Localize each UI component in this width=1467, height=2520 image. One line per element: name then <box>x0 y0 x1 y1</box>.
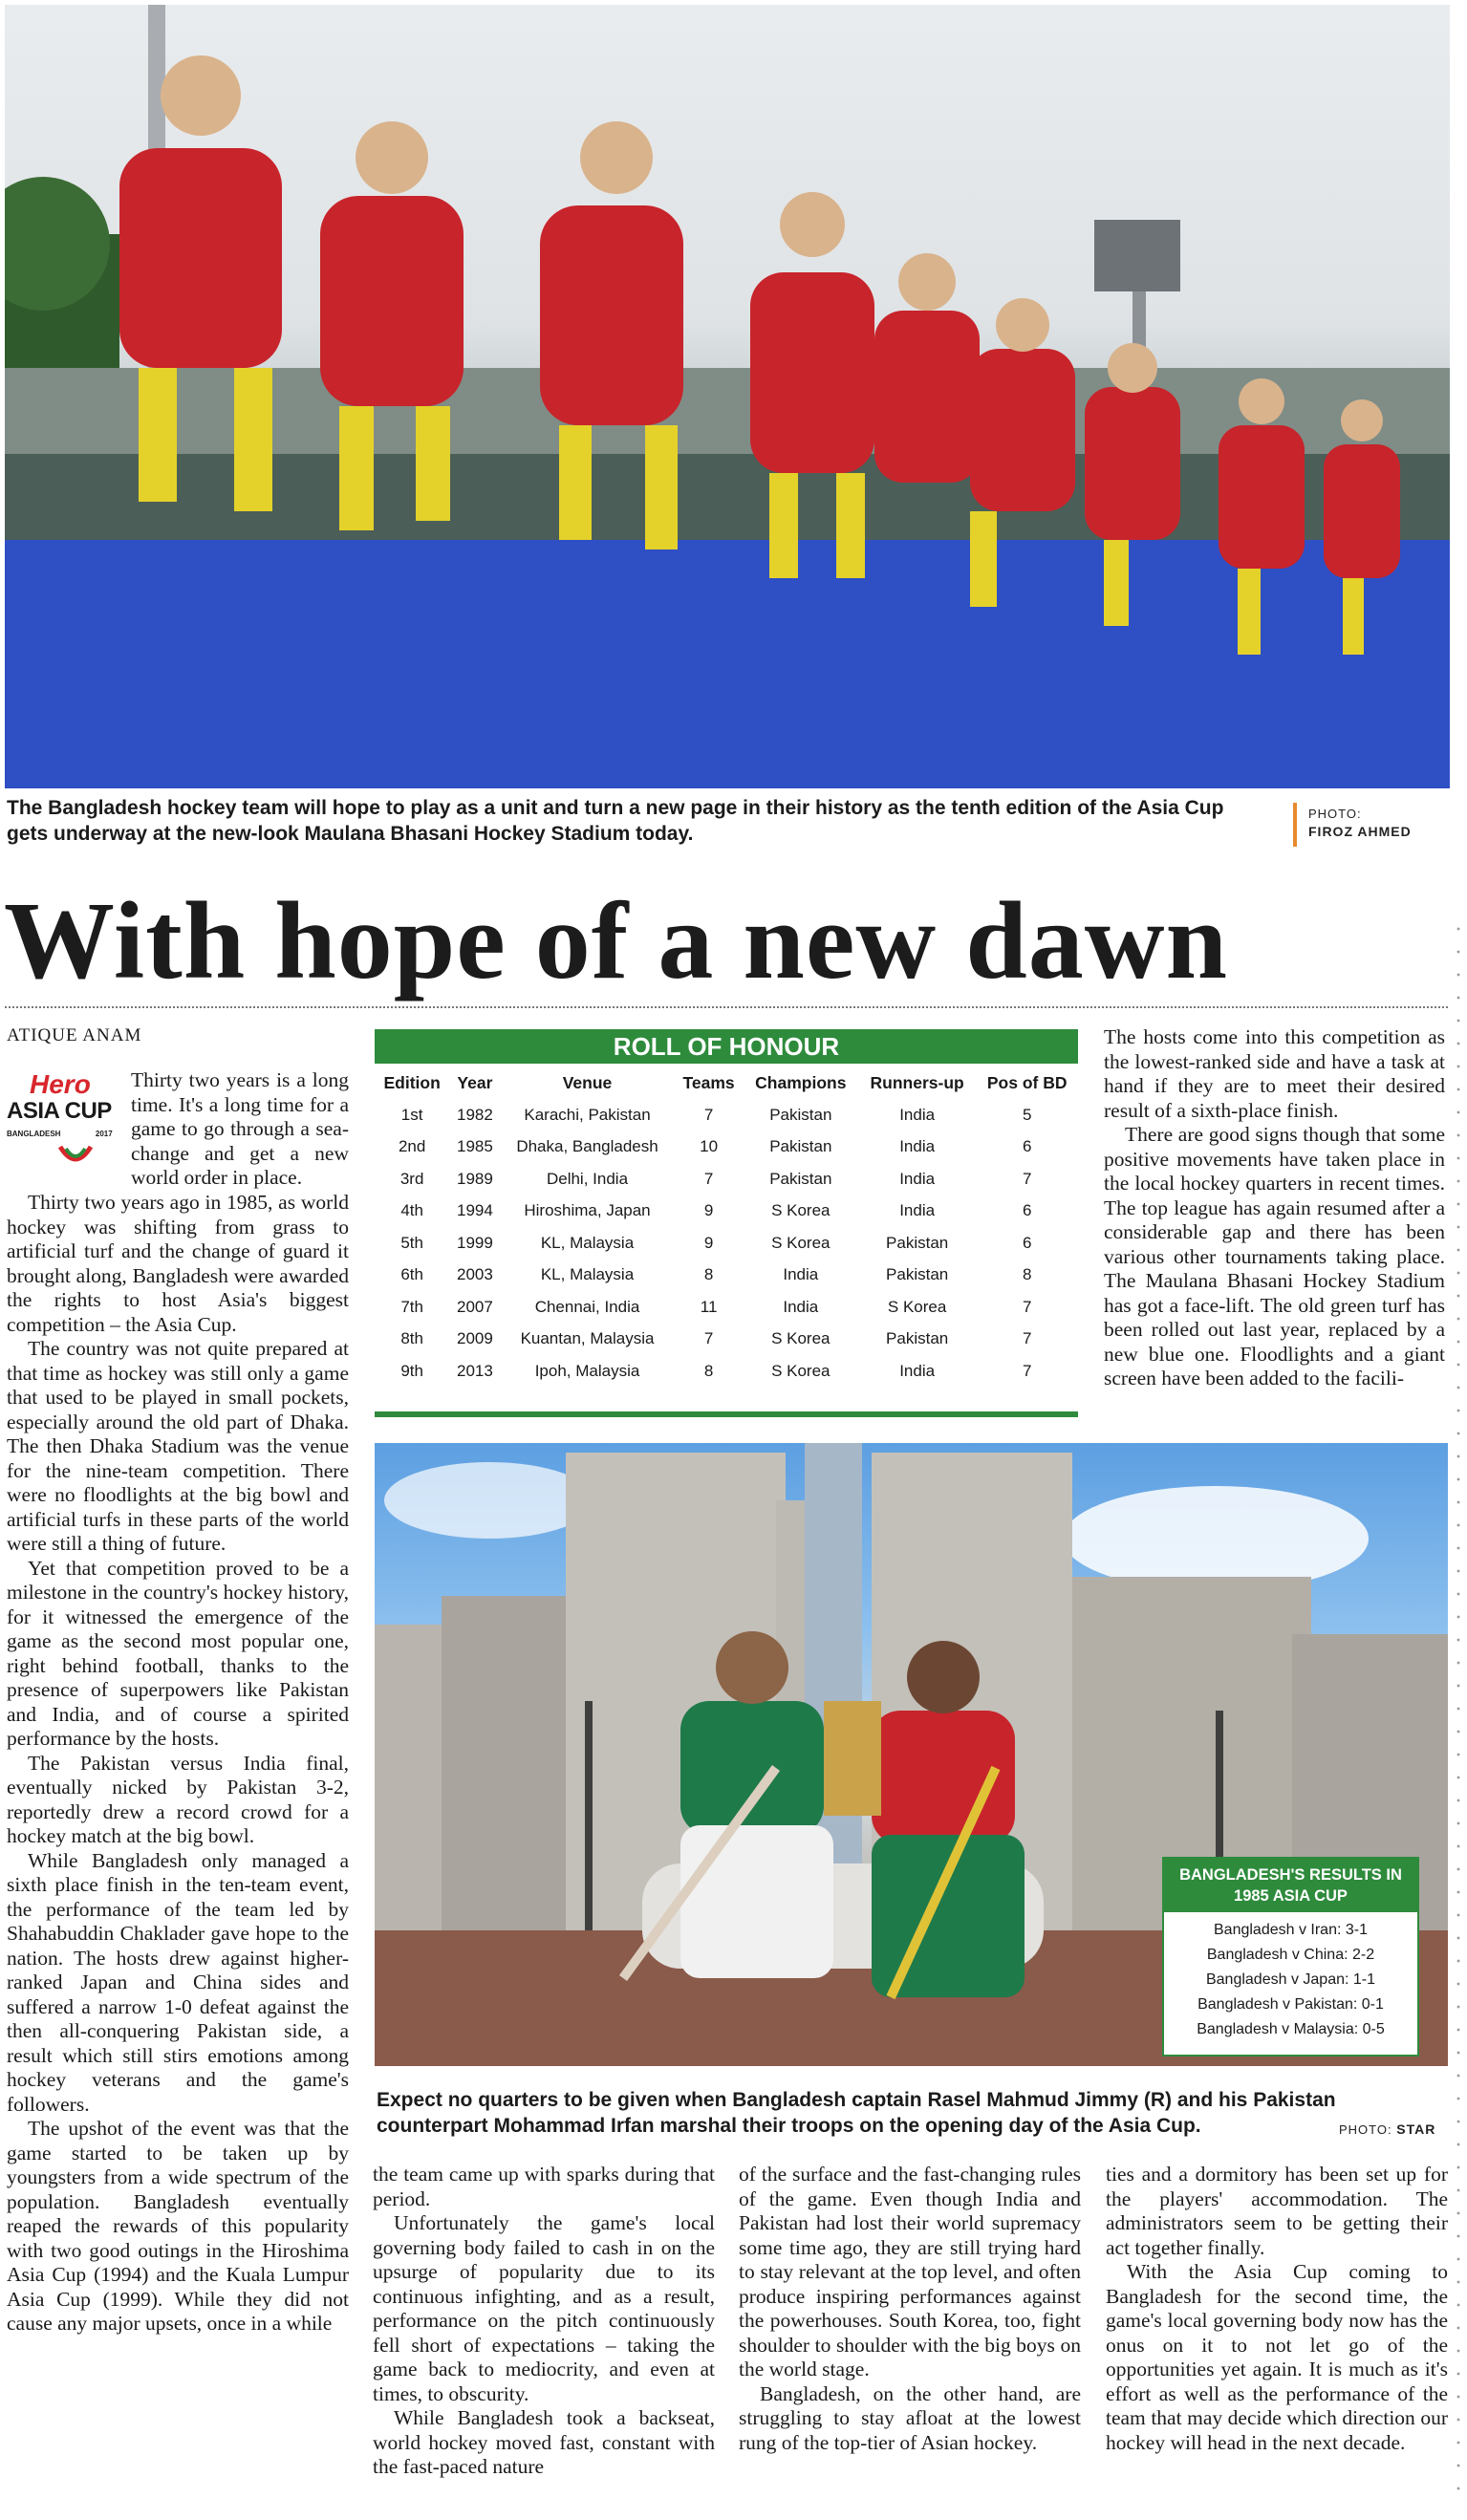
credit-label: PHOTO: <box>1308 807 1362 821</box>
paragraph: ties and a dormitory has been set up for the players' accommodation. The administrators seem to be getting their act together finally. <box>1106 2163 1448 2259</box>
logo-swoosh-icon <box>56 1143 95 1168</box>
roll-of-honour-body <box>375 1099 1078 1388</box>
roll-of-honour-title: ROLL OF HONOUR <box>375 1029 1078 1064</box>
table-cell: 7 <box>703 1329 714 1348</box>
article-column-1 <box>7 1191 349 2337</box>
table-cell: Ipoh, Malaysia <box>534 1361 640 1380</box>
roll-of-honour-table <box>375 1029 1078 1417</box>
table-cell: 7 <box>1022 1297 1032 1316</box>
table-cell: Pakistan <box>886 1265 949 1284</box>
photo-credit-divider <box>1293 803 1297 847</box>
table-cell: 6th <box>400 1265 423 1284</box>
table-cell: Pakistan <box>769 1105 832 1124</box>
paragraph: of the surface and the fast-changing rules of the game. Even though India and Pakistan had lost their world supremacy some time ago, they are still trying hard to stay relevant at the top level, and often produce inspiring performances against the powerhouses. South Korea, too, fight shoulder to shoulder with the big boys on the world stage. <box>739 2163 1081 2380</box>
table-cell: India <box>899 1361 936 1380</box>
column-header: Edition <box>383 1073 441 1092</box>
result-item: Bangladesh v Pakistan: 0-1 <box>1197 1996 1384 2013</box>
paragraph: The hosts come into this competition as the lowest-ranked side and have a task at hand if they are to meet their desired result of a sixth-place finish. <box>1104 1025 1445 1122</box>
paragraph: The upshot of the event was that the game started to be taken up by youngsters from a wide spectrum of the population. Bangladesh eventually reaped the rewards of this popularity with two good outings in the Hiroshima Asia Cup (1994) and the Kuala Lumpur Asia Cup (1999). While they did not cause any major upsets, once in a while <box>7 2117 349 2335</box>
table-cell: 1989 <box>457 1169 493 1188</box>
table-cell: Hiroshima, Japan <box>524 1201 651 1220</box>
result-item: Bangladesh v Malaysia: 0-5 <box>1197 2021 1385 2037</box>
table-cell: 8 <box>703 1361 714 1380</box>
table-cell: India <box>899 1201 936 1220</box>
table-cell: S Korea <box>887 1297 947 1316</box>
logo-year: 2017 <box>95 1130 113 1138</box>
table-cell: India <box>783 1265 819 1284</box>
table-cell: 9 <box>703 1201 714 1220</box>
table-cell: 7 <box>1022 1169 1032 1188</box>
table-cell: Pakistan <box>769 1169 832 1188</box>
paragraph: While Bangladesh only managed a sixth place finish in the ten-team event, the performance of the team led by Shahabuddin Chaklader gave hope to the nation. The hosts drew against higher-ranked Japan and China sides and suffered a narrow 1-0 defeat against the then all-conquering Pakistan side, a result which still stirs emotions among hockey veterans and the game's followers. <box>7 1848 349 2116</box>
paragraph: The Pakistan versus India final, eventually nicked by Pakistan 3-2, reportedly drew a record crowd for a hockey match at the big bowl. <box>7 1751 349 1847</box>
table-row <box>375 1099 1078 1131</box>
table-cell: Pakistan <box>886 1233 949 1252</box>
table-cell: 5 <box>1022 1105 1032 1124</box>
table-cell: 1982 <box>457 1105 493 1124</box>
table-cell: 5th <box>400 1233 423 1252</box>
table-cell: Dhaka, Bangladesh <box>516 1137 658 1156</box>
table-cell: 1994 <box>457 1201 493 1220</box>
top-photo-credit <box>1308 805 1412 841</box>
table-cell: 2007 <box>457 1297 493 1316</box>
table-cell: 2013 <box>457 1361 493 1380</box>
table-cell: 1st <box>400 1105 423 1124</box>
column-header: Year <box>457 1073 493 1092</box>
table-cell: Delhi, India <box>546 1169 629 1188</box>
paragraph: Thirty two years ago in 1985, as world hockey was shifting from grass to artificial turf and the change of guard it brought along, Bangladesh were awarded the rights to host Asia's biggest competition – the Asia Cup. <box>7 1191 349 1336</box>
table-cell: KL, Malaysia <box>540 1265 635 1284</box>
column-header: Teams <box>682 1073 735 1092</box>
hockey-team-running-image <box>5 5 1450 788</box>
table-cell: Kuantan, Malaysia <box>520 1329 655 1348</box>
dotted-rule <box>5 1006 1448 1008</box>
table-row <box>375 1227 1078 1260</box>
table-cell: 9th <box>400 1361 423 1380</box>
table-cell: 8th <box>400 1329 423 1348</box>
table-cell: 6 <box>1022 1233 1032 1252</box>
paragraph: Unfortunately the game's local governing body failed to cash in on the upsurge of popularity due to its continuous infighting, and as a result, performance on the pitch continuously fell short of expectations – taking the game back to mediocrity, and even at times, to obscurity. <box>373 2211 715 2405</box>
table-cell: 8 <box>703 1265 714 1284</box>
intro-paragraph: Thirty two years is a long time. It's a long time for a game to go through a sea-change and get a new world order in place. <box>131 1068 349 1189</box>
paragraph: the team came up with sparks during that period. <box>373 2163 715 2210</box>
column-header: Runners-up <box>870 1073 964 1092</box>
result-item: Bangladesh v Japan: 1-1 <box>1205 1971 1375 1988</box>
results-list <box>1164 1912 1417 2046</box>
table-cell: 3rd <box>399 1169 424 1188</box>
table-cell: Chennai, India <box>534 1297 640 1316</box>
table-cell: 6 <box>1022 1201 1032 1220</box>
table-cell: 10 <box>700 1137 719 1156</box>
table-row <box>375 1195 1078 1228</box>
result-item: Bangladesh v Iran: 3-1 <box>1214 1922 1368 1938</box>
table-cell: 7th <box>400 1297 423 1316</box>
logo-country: BANGLADESH <box>7 1130 61 1138</box>
table-cell: 4th <box>400 1201 423 1220</box>
table-cell: S Korea <box>771 1233 831 1252</box>
paragraph: Yet that competition proved to be a milestone in the country's hockey history, for it witnessed the emergence of the game as the second most popular one, right behind football, thanks to the presence of superpowers like Pakistan and India, and of course a spirited performance by the hosts. <box>7 1556 349 1750</box>
table-cell: 1985 <box>457 1137 493 1156</box>
table-cell: KL, Malaysia <box>540 1233 635 1252</box>
article-column-4-top <box>1104 1025 1445 1391</box>
credit-label: PHOTO: <box>1339 2122 1392 2137</box>
article-column-4-bottom <box>1106 2163 1448 2455</box>
table-cell: 6 <box>1022 1137 1032 1156</box>
table-cell: Pakistan <box>769 1137 832 1156</box>
credit-name: STAR <box>1396 2122 1436 2137</box>
top-photo <box>5 5 1450 788</box>
table-row <box>375 1355 1078 1388</box>
table-cell: S Korea <box>771 1201 831 1220</box>
headline: With hope of a new dawn <box>4 880 1228 1002</box>
table-cell: Karachi, Pakistan <box>524 1105 651 1124</box>
hero-asia-cup-logo <box>7 1070 119 1166</box>
paragraph: Bangladesh, on the other hand, are struggling to stay afloat at the lowest rung of the top-tier of Asian hockey. <box>739 2381 1081 2454</box>
table-cell: 2009 <box>457 1329 493 1348</box>
article-column-1-intro <box>131 1068 349 1191</box>
column-header: Pos of BD <box>986 1073 1068 1092</box>
bangladesh-1985-results-box <box>1162 1857 1419 2057</box>
table-cell: 11 <box>700 1297 718 1316</box>
table-cell: 2003 <box>457 1265 493 1284</box>
paragraph: There are good signs though that some positive movements have taken place in the local hockey quarters in recent times. The top league has again resumed after a considerable gap and there has been various other tournaments taking place. The Maulana Bhasani Hockey Stadium has got a face-lift. The old green turf has been rolled out last year, replaced by a new blue one. Floodlights and a giant screen have been added to the facili- <box>1104 1123 1445 1389</box>
table-cell: S Korea <box>771 1361 831 1380</box>
middle-photo-credit <box>1339 2122 1435 2137</box>
article-column-3 <box>739 2163 1081 2455</box>
table-row <box>375 1131 1078 1164</box>
logo-event: ASIA CUP <box>7 1098 112 1124</box>
roll-of-honour-grid <box>375 1064 1078 1388</box>
results-title: BANGLADESH'S RESULTS IN 1985 ASIA CUP <box>1164 1859 1417 1912</box>
table-cell: 7 <box>703 1169 714 1188</box>
table-cell: 7 <box>1022 1329 1032 1348</box>
article-column-2 <box>373 2163 715 2480</box>
credit-name: FIROZ AHMED <box>1308 824 1412 839</box>
table-row <box>375 1324 1078 1356</box>
table-cell: 2nd <box>398 1137 426 1156</box>
paragraph: With the Asia Cup coming to Bangladesh for the second time, the game's local governing body now has the onus on it to not let go of the opportunities yet again. It is much as it's effort as well as the performance of the team that may decide which direction our hockey will head in the next decade. <box>1106 2260 1448 2454</box>
paragraph: While Bangladesh took a backseat, world hockey moved fast, constant with the fast-paced nature <box>373 2406 715 2478</box>
table-cell: India <box>899 1137 936 1156</box>
table-row <box>375 1291 1078 1324</box>
table-cell: 7 <box>703 1105 714 1124</box>
middle-photo-caption: Expect no quarters to be given when Bangladesh captain Rasel Mahmud Jimmy (R) and his Pakistan counterpart Mohammad Irfan marshal their troops on the opening day of the Asia Cup. <box>377 2089 1336 2137</box>
table-cell: 9 <box>703 1233 714 1252</box>
byline: ATIQUE ANAM <box>7 1025 142 1045</box>
table-cell: Pakistan <box>886 1329 949 1348</box>
table-cell: India <box>899 1169 936 1188</box>
table-cell: 1999 <box>457 1233 493 1252</box>
table-header-row <box>375 1064 1078 1099</box>
column-header: Champions <box>755 1073 847 1092</box>
table-row <box>375 1163 1078 1195</box>
result-item: Bangladesh v China: 2-2 <box>1206 1947 1375 1963</box>
table-cell: 7 <box>1022 1361 1032 1380</box>
column-header: Venue <box>562 1073 613 1092</box>
logo-brand: Hero <box>30 1069 91 1099</box>
right-margin-dots <box>1456 917 1461 2504</box>
table-cell: India <box>783 1297 819 1316</box>
paragraph: The country was not quite prepared at that time as hockey was still only a game that used to be played in small pockets, especially around the old part of Dhaka. The then Dhaka Stadium was the venue for the nine-team competition. There were no floodlights at the big bowl and artificial turfs in these parts of the world were still a thing of future. <box>7 1337 349 1555</box>
table-row <box>375 1260 1078 1292</box>
table-cell: S Korea <box>771 1329 831 1348</box>
top-photo-caption: The Bangladesh hockey team will hope to play as a unit and turn a new page in their history as the tenth edition of the Asia Cup gets underway at the new-look Maulana Bhasani Hockey Stadium today. <box>7 797 1224 845</box>
table-cell: 8 <box>1022 1265 1032 1284</box>
table-cell: India <box>899 1105 936 1124</box>
